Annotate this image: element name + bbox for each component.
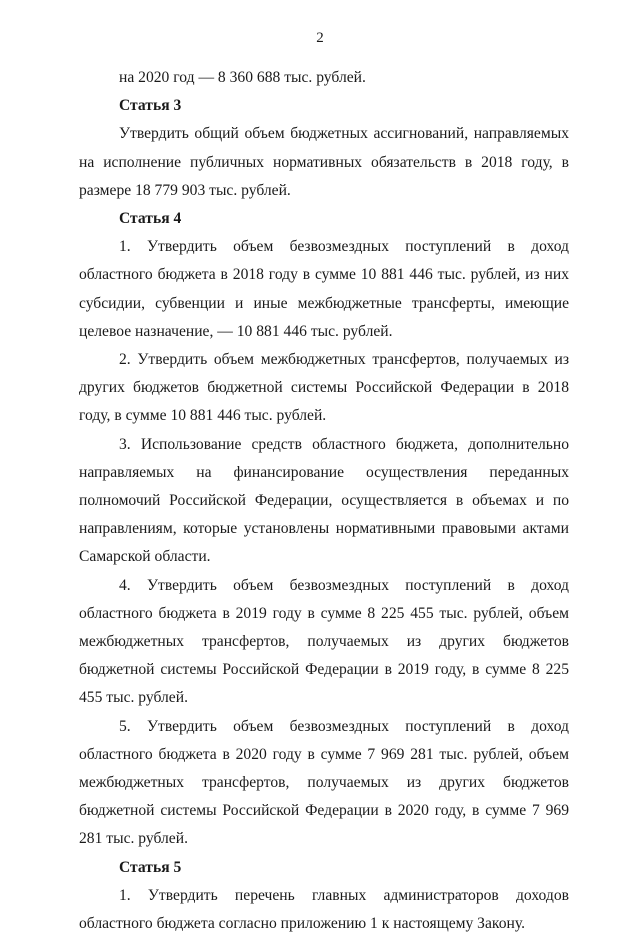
- article-heading-4: Статья 4: [119, 210, 182, 228]
- article-3-paragraph: Утвердить общий объем бюджетных ассигнований, направляемых на исполнение публичных нормативных обязательств в 2018 году, в размере 18 779 903 тыс. рублей.: [79, 125, 569, 199]
- article-4-paragraph-5: 5. Утвердить объем безвозмездных поступлений в доход областного бюджета в 2020 году в сумме 7 969 281 тыс. рублей, объем межбюджетных трансфертов, получаемых из других бюджетов бюджетной системы Российской Федерации в 2020 году, в сумме 7 969 281 тыс. рублей.: [79, 717, 569, 848]
- article-4-paragraph-4: 4. Утвердить объем безвозмездных поступлений в доход областного бюджета в 2019 году в сумме 8 225 455 тыс. рублей, объем межбюджетных трансфертов, получаемых из других бюджетов бюджетной системы Российской Федерации в 2019 году, в сумме 8 225 455 тыс. рублей.: [79, 576, 569, 707]
- paragraph-continuation: на 2020 год — 8 360 688 тыс. рублей.: [119, 69, 366, 86]
- article-4-paragraph-2: 2. Утвердить объем межбюджетных трансфертов, получаемых из других бюджетов бюджетной системы Российской Федерации в 2018 году, в сумме 10 881 446 тыс. рублей.: [79, 351, 569, 425]
- article-4-paragraph-3: 3. Использование средств областного бюджета, дополнительно направляемых на финансирование осуществления переданных полномочий Российской Федерации, осуществляется в объемах и по направлениям, которые установлены нормативными правовыми актами Самарской области.: [79, 435, 569, 566]
- article-5-paragraph-1: 1. Утвердить перечень главных администраторов доходов областного бюджета согласно приложению 1 к настоящему Закону.: [79, 886, 569, 933]
- document-body: [79, 64, 569, 938]
- article-heading-3: Статья 3: [119, 97, 182, 115]
- article-4-paragraph-1: 1. Утвердить объем безвозмездных поступлений в доход областного бюджета в 2018 году в сумме 10 881 446 тыс. рублей, из них субсидии, субвенции и иные межбюджетные трансферты, имеющие целевое назначение, — 10 881 446 тыс. рублей.: [79, 238, 569, 340]
- page-number: 2: [316, 30, 324, 46]
- article-heading-5: Статья 5: [119, 858, 182, 876]
